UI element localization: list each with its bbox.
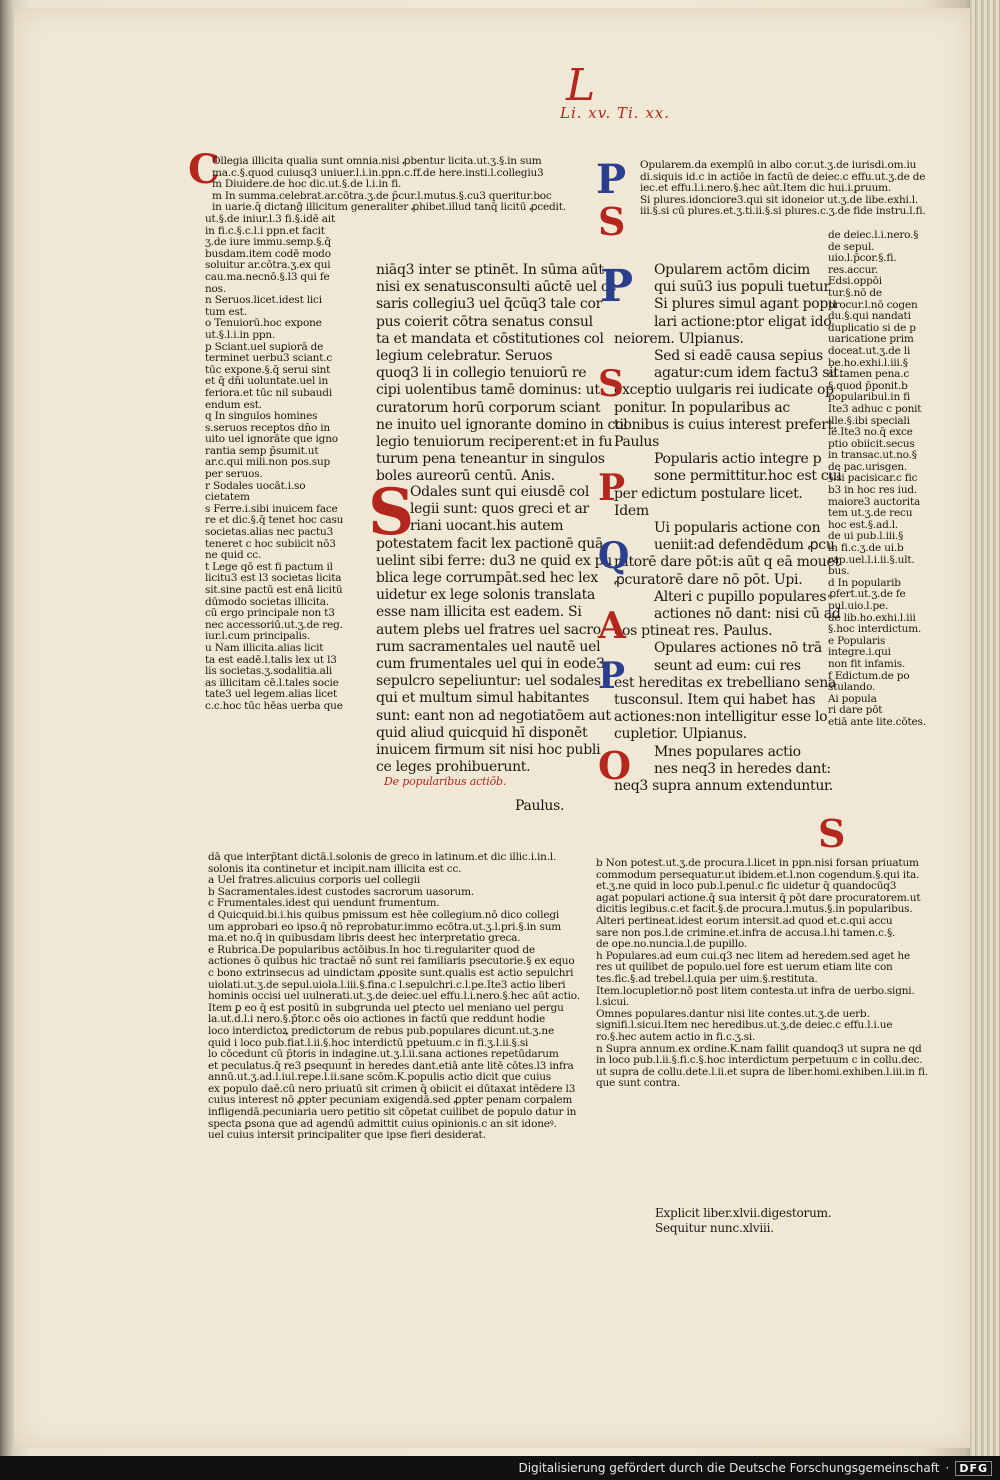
text-line: cupletior. Ulpianus. <box>614 726 747 743</box>
text-line: dā que interp̄tant dictā.l.solonis de greco in latinum.et dic illic.i.in.l. <box>208 851 557 863</box>
text-line: qui et multum simul habitantes <box>376 690 590 707</box>
heading-mark: L <box>566 60 596 111</box>
text-line: annū.ut.ʒ.ad.l.iul.repe.l.ii.sane scōm.K.populis actio dicit que cuius <box>208 1071 551 1084</box>
text-line: Opularem.da exemplū in albo cor.ut.ʒ.de iurisdi.om.iu <box>640 159 917 171</box>
digitization-footer <box>0 1456 1000 1480</box>
text-line: Si plures simul agant popu <box>654 296 837 313</box>
text-line: dūmodo societas illicita. <box>205 595 329 608</box>
text-line: seunt ad eum: cui res <box>654 657 801 674</box>
text-line: tur.§.nō de <box>828 286 882 299</box>
text-line: blica lege corrumpāt.sed hec lex <box>376 570 598 587</box>
text-line: actiones ō quibus hic tractaē nō sunt rei familiaris psecutorie.§ ex equo <box>208 955 575 968</box>
text-line: ma.et no.q̄ in quibusdam libris deest hec interpretatio greca. <box>208 932 521 945</box>
text-line: d In popularib <box>828 576 901 589</box>
text-line: ar.c.qui mili.non pos.sup <box>205 456 331 469</box>
text-line: o Tenuiorū.hoc expone <box>205 317 322 330</box>
text-line: c Frumentales.idest qui uendunt frumentum. <box>208 897 440 910</box>
initial-s-sodales: S <box>368 475 415 550</box>
text-line: di.siquis id.c in actiōe in factū de deiec.c effu.ut.ʒ.de de <box>640 170 926 183</box>
text-line: m Diuidere.de hoc dic.ut.§.de l.i.in fi. <box>212 178 402 191</box>
text-line: Item ꝑ eo q̄ est positū in subgrunda uel ꝑtecto uel meniano uel pergu <box>208 1001 564 1014</box>
text-line: actiones:non intelligitur esse lo <box>614 709 828 726</box>
text-line: duplicatio si de p <box>828 321 916 334</box>
text-line: in transac.ut.no.§ <box>828 449 917 462</box>
text-line: Opulares actiones nō trā <box>654 640 822 657</box>
text-line: e Popularis <box>828 634 886 647</box>
text-line: de ui pub.l.iii.§ <box>828 530 904 543</box>
text-line: sone permittitur.hoc est cui <box>654 468 842 485</box>
text-line: ma.c.§.quod cuiusq3 uniuer.l.i.in.ppn.c.ff.de here.insti.l.collegiu3 <box>212 166 544 179</box>
text-line: si tamen pena.c <box>828 368 910 381</box>
text-line: ut.§.l.i.in ppn. <box>205 328 276 341</box>
text-line: §.si pacisicar.c fic <box>828 472 918 485</box>
text-line: m In summa.celebrat.ar.cōtra.ʒ.de p̄cur.l.mutus.§.cu3 queritur.boc <box>212 189 552 202</box>
text-line: hoc est.§.ad.l. <box>828 518 899 531</box>
text-line: c bono extrinsecus ad uindictam ꝓposite sunt.qualis est actio sepulchri <box>208 966 574 979</box>
text-line: re et dic.§.q̄ tenet hoc casu <box>205 514 344 527</box>
text-line: Explicit liber.xlvii.digestorum. <box>655 1206 832 1220</box>
main-text-right <box>614 262 844 795</box>
text-line: d Quicquid.bi.i.his quibus pmissum est hēe collegium.nō dico collegi <box>208 908 560 921</box>
text-line: Mnes populares actio <box>654 743 801 760</box>
text-line: Paulus <box>614 434 660 451</box>
text-line: b Sacramentales.idest custodes sacrorum uasorum. <box>208 885 475 898</box>
text-line: sepulcro sepeliuntur: uel sodales <box>376 673 601 690</box>
initial-p-popularis: P <box>598 467 626 509</box>
text-line: Alteri pertineat.idest eorum intersit.ad quod et.c.qui accu <box>596 914 893 927</box>
page-stack-edge <box>970 0 1000 1456</box>
text-line: cum frumentales uel qui in eode3 <box>376 656 605 673</box>
text-line: in loco pub.l.ii.§.fi.c.§.hoc interdictum perpetuum c in collu.dec. <box>596 1054 923 1067</box>
heading-reference: Li. xv. Ti. xx. <box>560 104 671 122</box>
text-line: Popularis actio integre p <box>654 451 822 468</box>
text-line: boles aureorū centū. Anis. <box>376 468 555 485</box>
text-line: ponitur. In popularibus ac <box>614 399 790 416</box>
text-line: f Edictum.de po <box>828 669 910 682</box>
text-line: pul.uio.l.pe. <box>828 600 889 612</box>
text-line: potestatem facit lex pactionē quā <box>376 535 603 552</box>
text-line: ʒ.de iure immu.semp.§.q̄ <box>205 236 331 249</box>
text-line: uidetur ex lege solonis translata <box>376 587 596 604</box>
text-line: lari actione:ptor eligat ido <box>654 313 832 330</box>
initial-p-popularem: P <box>596 156 627 203</box>
gloss-top <box>212 156 582 214</box>
text-line: quid aliud quicquid hī disponēt <box>376 724 588 741</box>
text-line: tum est. <box>205 305 247 318</box>
text-line: c.c.hoc tūc hēas uerba que <box>205 699 343 712</box>
dfg-logo: DFG <box>955 1461 992 1476</box>
text-line: de pac.urisgen. <box>828 460 908 473</box>
text-line: quid i loco pub.fiat.l.ii.§.hoc interdictū ppetuum.c in fi.ʒ.l.ii.§.si <box>208 1036 529 1049</box>
gloss-bottom-left <box>208 852 593 1142</box>
text-line: ri dare pōt <box>828 704 883 717</box>
text-line: doceat.ut.ʒ.de li <box>828 344 911 357</box>
text-line: que sunt contra. <box>596 1077 681 1090</box>
text-line: Item.locupletior.nō post litem contesta.ut infra de uerbo.signi. <box>596 984 915 997</box>
initial-p-populares: P <box>598 655 626 697</box>
text-line: maiore3 auctorita <box>828 495 921 508</box>
text-line: Odales sunt qui eiusdē col <box>410 484 589 500</box>
initial-s-si-populari: S <box>818 811 846 856</box>
text-line: legio tenuiorum reciperent:et in fu <box>376 434 613 451</box>
text-line: uiolati.ut.ʒ.de sepul.uiola.l.iii.§.fina.c l.sepulchri.c.l.pe.Ite3 actio liberi <box>208 978 566 991</box>
text-line: de lib.ho.exhi.l.iii <box>828 611 916 624</box>
text-line: §.quod p̄ponit.b <box>828 379 908 392</box>
text-line: Sed si eadē causa sepius <box>654 348 823 365</box>
text-line: rap.uel.l.i.ii.§.ult. <box>828 553 915 566</box>
text-line: procur.l.nō cogen <box>828 298 918 311</box>
explicit-colophon <box>655 1206 855 1236</box>
text-line: Opularem actōm dicim <box>654 262 810 278</box>
text-line: iec.et effu.l.i.nero.§.hec aūt.Item dic hui.i.ꝑruum. <box>640 182 892 195</box>
text-line: iii.§.si cū plures.et.ʒ.ti.ii.§.si plures.c.ʒ.de fide instru.l.fi. <box>640 205 926 218</box>
text-line: nec accessoriū.ut.ʒ.de reg. <box>205 618 343 631</box>
text-line: sare non pos.l.de crimine.et.infra de accusa.l.hi tamen.c.§. <box>596 926 896 939</box>
text-line: n Seruos.licet.idest lici <box>205 294 322 307</box>
text-line: b3 in hoc res iud. <box>828 484 918 497</box>
text-line: nes neq3 in heredes dant: <box>654 760 831 777</box>
text-line: du.§.qui nandati <box>828 310 911 323</box>
text-line: h Populares.ad eum cui.q3 nec litem ad heredem.sed aget he <box>596 949 910 962</box>
text-line: saris collegiu3 uel q̄cūq3 tale cor <box>376 296 602 313</box>
text-line: b Non potest.ut.ʒ.de procura.l.licet in ppn.nisi forsan priuatum <box>596 857 919 869</box>
initial-a-alteri: A <box>598 605 626 647</box>
text-line: cuius interest nō ꝓpter pecuniam exigendā.sed ꝓpter penam corpalem <box>208 1094 573 1107</box>
text-line: niāq3 inter se ptinēt. In sūma aūt <box>376 262 604 278</box>
text-line: Ollegia illicita qualia sunt omnia.nisi ꝓbentur licita.ut.ʒ.§.in sum <box>212 155 542 167</box>
text-line: non fit infamis. <box>828 657 906 670</box>
footer-separator: · <box>945 1461 950 1475</box>
text-line: agatur:cum idem factu3 sit: <box>654 365 844 382</box>
initial-p-popularem2: P <box>600 261 634 312</box>
text-line: ut.§.de iniur.l.3 fi.§.idē ait <box>205 213 335 225</box>
gloss-left-column <box>205 214 347 713</box>
text-line: riani uocant.his autem <box>410 518 564 535</box>
gloss-bottom-right <box>596 858 936 1090</box>
text-line: uel cuius intersit principaliter que ipse fieri desiderat. <box>208 1129 486 1142</box>
text-line: sit.sine pactū est enā licitū <box>205 584 343 596</box>
text-line: in fi.c.§.c.l.i ppn.et facit <box>205 224 325 237</box>
text-line: ne inuito uel ignorante domino in col <box>376 416 628 433</box>
text-line: per seruos. <box>205 468 263 481</box>
text-line: per edictum postulare licet. <box>614 485 803 502</box>
text-line: ut supra de collu.dete.l.ii.et supra de liber.homi.exhiben.l.iii.in fi. <box>596 1065 928 1078</box>
text-line: cietatem <box>205 491 250 504</box>
text-line: l.sicui. <box>596 996 630 1009</box>
text-line: ꝓfert.ut.ʒ.de fe <box>828 588 906 601</box>
footer-text: Digitalisierung gefördert durch die Deutsche Forschungsgemeinschaft <box>518 1461 940 1475</box>
text-line: neiorem. Ulpianus. <box>614 330 744 347</box>
text-line: turum pena teneantur in singulos <box>376 451 605 468</box>
text-line: ueniit:ad defendēdum ꝓcu <box>654 537 835 554</box>
rubric-de-popularibus: De popularibus actiōb. <box>384 775 507 788</box>
text-line: s Ferre.i.sibi inuicem face <box>205 502 338 515</box>
text-line: cū ergo principale non t3 <box>205 607 335 620</box>
text-line: popularibul.in fi <box>828 391 911 404</box>
text-line: be.ho.exhi.l.iii.§ <box>828 356 908 369</box>
text-line: lo cōcedunt cū p̄toris in indagine.ut.ʒ.l.ii.sana actiones repetūdarum <box>208 1048 559 1061</box>
text-line: rantia semp p̄sumit.ut <box>205 444 319 457</box>
text-line: tusconsul. Item qui habet has <box>614 692 816 709</box>
text-line: q In singulos homines <box>205 410 318 423</box>
text-line: eos ptineat res. Paulus. <box>614 623 773 640</box>
text-line: stulando. <box>828 681 876 694</box>
initial-s-sed-si: S <box>598 363 624 405</box>
text-line: p Sciant.uel suꝑiorā de <box>205 340 324 353</box>
text-line: hominis occisi uel uulnerati.ut.ʒ.de deiec.uel effu.l.i.nero.§.hec aūt actio. <box>208 990 580 1003</box>
text-line: dicitis legibus.c.et facit.§.de procura.l.mutus.§.in popularibus. <box>596 903 913 916</box>
text-line: inuicem firmum sit nisi hoc publi <box>376 742 601 759</box>
text-line: u Nam illicita.alias licit <box>205 641 324 654</box>
text-line: feriora.et tūc nil subaudi <box>205 386 332 399</box>
text-line: esse nam illicita est eadem. Si <box>376 604 582 621</box>
text-line: Ite3 adhuc c ponit <box>828 402 922 415</box>
text-line: a Uel fratres.alicuius corporis uel collegii <box>208 874 420 887</box>
text-line: integre.i.qui <box>828 646 891 659</box>
text-line: Si plures.idonciore3.qui sit idoneior ut.ʒ.de libe.exhi.l. <box>640 193 919 206</box>
text-line: de ope.no.nuncia.l.de pupillo. <box>596 938 747 951</box>
text-line: sunt: eant non ad negotiatōem aut <box>376 707 611 724</box>
text-line: Idem <box>614 502 649 519</box>
text-line: est hereditas ex trebelliano sena <box>614 674 836 691</box>
text-line: busdam.item codē modo <box>205 247 331 260</box>
text-line: uito uel ignorāte que igno <box>205 433 338 446</box>
text-line: et q̄ dn̄i uoluntate.uel in <box>205 375 329 388</box>
text-line: Omnes populares.dantur nisi lite contes.ut.ʒ.de uerb. <box>596 1007 870 1020</box>
text-line: de sepul. <box>828 240 875 253</box>
text-line: §.hoc interdictum. <box>828 623 922 636</box>
text-line: endum est. <box>205 398 262 411</box>
text-line: legium celebratur. Seruos <box>376 348 553 365</box>
text-line: societas.alias nec pactu3 <box>205 526 334 539</box>
text-line: qui suū3 ius populi tuetur <box>654 279 830 296</box>
text-line: iur.l.cum principalis. <box>205 630 311 643</box>
initial-c: C <box>188 146 220 193</box>
text-line: ne quid cc. <box>205 549 262 562</box>
initial-s-si-plures: S <box>598 199 626 244</box>
text-line: ta et mandata et cōstitutiones col <box>376 330 604 347</box>
text-line: lis societas.ʒ.sodalitia.ali <box>205 665 333 678</box>
text-line: as illicitam cē.l.tales socie <box>205 676 339 689</box>
rubric-author: Paulus. <box>515 798 565 814</box>
main-text-sodales <box>376 484 612 776</box>
text-line: soluitur ar.cōtra.ʒ.ex qui <box>205 259 331 272</box>
text-line: licitu3 est l3 societas licita <box>205 572 342 585</box>
text-line: autem plebs uel fratres uel sacro <box>376 621 601 638</box>
initial-q-cui: Q <box>598 535 630 577</box>
text-line: infligendā.pecuniaria uero petitio sit cōpetat cuilibet de populo datur in <box>208 1106 577 1119</box>
text-line: ille.§.ibi speciali <box>828 414 910 427</box>
text-line: nos. <box>205 282 227 295</box>
text-line: terminet uerbu3 sciant.c <box>205 352 333 365</box>
text-line: r Sodales uocāt.i.so <box>205 479 306 492</box>
text-line: ex populo daē.cū nero priuatū sit crimen q̄ obiicit ei dūtaxat intēdere l3 <box>208 1082 576 1095</box>
text-line: et.ʒ.ne quid in loco pub.l.penul.c fic uidetur q̄ quandocūq3 <box>596 880 897 893</box>
text-line: cau.ma.necnō.§.l3 qui fe <box>205 270 330 283</box>
text-line: agat populari actione.q̄ sua intersit q̄ pōt dare procuratorem.ut <box>596 891 921 904</box>
text-line: loco interdictoꝝ predictorum de rebus pub.populares dicunt.ut.ʒ.ne <box>208 1024 554 1037</box>
text-line: t Lege qō est fi pactum il <box>205 560 333 573</box>
text-line: tūc expone.§.q̄ serui sint <box>205 363 331 376</box>
text-line: commodum persequatur.ut ibidem.et.l.non cogendum.§.qui ita. <box>596 868 920 881</box>
text-line: pus coierit cōtra senatus consul <box>376 313 593 330</box>
gloss-far-right-column <box>828 230 936 729</box>
text-line: signifi.l.sicui.Item nec heredibus.ut.ʒ.de deiec.c effu.l.i.ue <box>596 1019 893 1032</box>
text-line: tes.fic.§.ad trebel.l.quia per uim.§.restituta. <box>596 972 818 985</box>
text-line: nisi ex senatusconsulti aūctē uel ce <box>376 279 617 296</box>
text-line: ptio obiicit.secus <box>828 437 915 450</box>
text-line: etiā ante lite.cōtes. <box>828 715 926 728</box>
main-text-middle <box>376 262 628 486</box>
text-line: actiones nō dant: nisi cū ad <box>654 606 841 623</box>
text-line: solonis ita continetur et incipit.nam illicita est cc. <box>208 862 462 875</box>
text-line: Sequitur nunc.xlviii. <box>655 1221 774 1235</box>
text-line: n Supra annum.ex ordine.K.nam fallit quandoq3 ut supra ne qd <box>596 1042 922 1055</box>
text-line: tem ut.ʒ.de recu <box>828 507 913 520</box>
text-line: Edsi.oppōi <box>828 275 882 288</box>
text-line: Ui popularis actione con <box>654 520 821 537</box>
text-line: ta est eadē.l.talis lex ut l3 <box>205 653 337 666</box>
text-line: ro.§.hec autem actio in fi.c.ʒ.si. <box>596 1030 756 1043</box>
text-line: Ai popula <box>828 692 877 705</box>
text-line: rum sacramentales uel nautē uel <box>376 638 601 655</box>
text-line: exceptio uulgaris rei iudicate op <box>614 382 834 399</box>
initial-o-omnes: O <box>598 743 632 788</box>
text-line: de deiec.l.i.nero.§ <box>828 229 919 241</box>
text-line: Alteri c pupillo populares <box>654 588 827 605</box>
text-line: res.accur. <box>828 263 878 276</box>
running-heading <box>560 60 671 122</box>
text-line: ratorē dare pōt:is aūt q eā mouet <box>614 554 840 571</box>
text-line: legii sunt: quos greci et ar <box>410 501 589 518</box>
text-line: in fi.c.ʒ.de ui.b <box>828 542 904 555</box>
gloss-right-top <box>640 160 935 218</box>
text-line: tate3 uel legem.alias licet <box>205 688 337 701</box>
text-line: s.seruos receptos dn̄o in <box>205 421 330 434</box>
text-line: tionibus is cuius interest prefert. <box>614 416 838 433</box>
text-line: quoq3 li in collegio tenuiorū re <box>376 365 587 382</box>
text-line: specta ꝑsona que ad agendū admittit cuius opinionis.c an sit idoneꝰ. <box>208 1117 557 1130</box>
text-line: uio.l.p̄cor.§.fi. <box>828 252 897 265</box>
text-line: ce leges prohibuerunt. <box>376 759 531 776</box>
text-line: bus. <box>828 565 850 578</box>
text-line: e Rubrica.De popularibus actōibus.In hoc ti.regulariter quod de <box>208 943 535 956</box>
text-line: curatorum horū corporum sciant <box>376 399 601 416</box>
text-line: ꝓcuratorē dare nō pōt. Upi. <box>614 571 803 588</box>
text-line: uelint sibi ferre: du3 ne quid ex pu <box>376 552 612 569</box>
text-line: cipi uolentibus tamē dominus: ut <box>376 382 600 399</box>
text-line: neq3 supra annum extenduntur. <box>614 778 834 795</box>
text-line: res ut quilibet de populo.uel fore est uerum etiam lite con <box>596 961 893 974</box>
text-line: le.Ite3 no.q̄ exce <box>828 426 913 439</box>
text-line: teneret c hoc subiicit nō3 <box>205 537 336 550</box>
text-line: uaricatione prim <box>828 333 914 346</box>
text-line: in uarie.q̄ dictang̃ illicitum generaliter ꝓhibet.illud tanq̄ licitū ꝓcedit. <box>212 201 566 214</box>
text-line: la.ut.d.l.i nero.§.p̄tor.c oēs oio actiones in factū que reddunt hodie <box>208 1013 545 1026</box>
text-line: um approbari eo ipso.q̄ nō reprobatur.immo ecōtra.ut.ʒ.l.pri.§.in sum <box>208 920 562 933</box>
text-line: et peculatus.q̄ re3 ꝑsequunt̄ in heredes dant.etiā ante litē cōtes.l3 infra <box>208 1059 574 1072</box>
